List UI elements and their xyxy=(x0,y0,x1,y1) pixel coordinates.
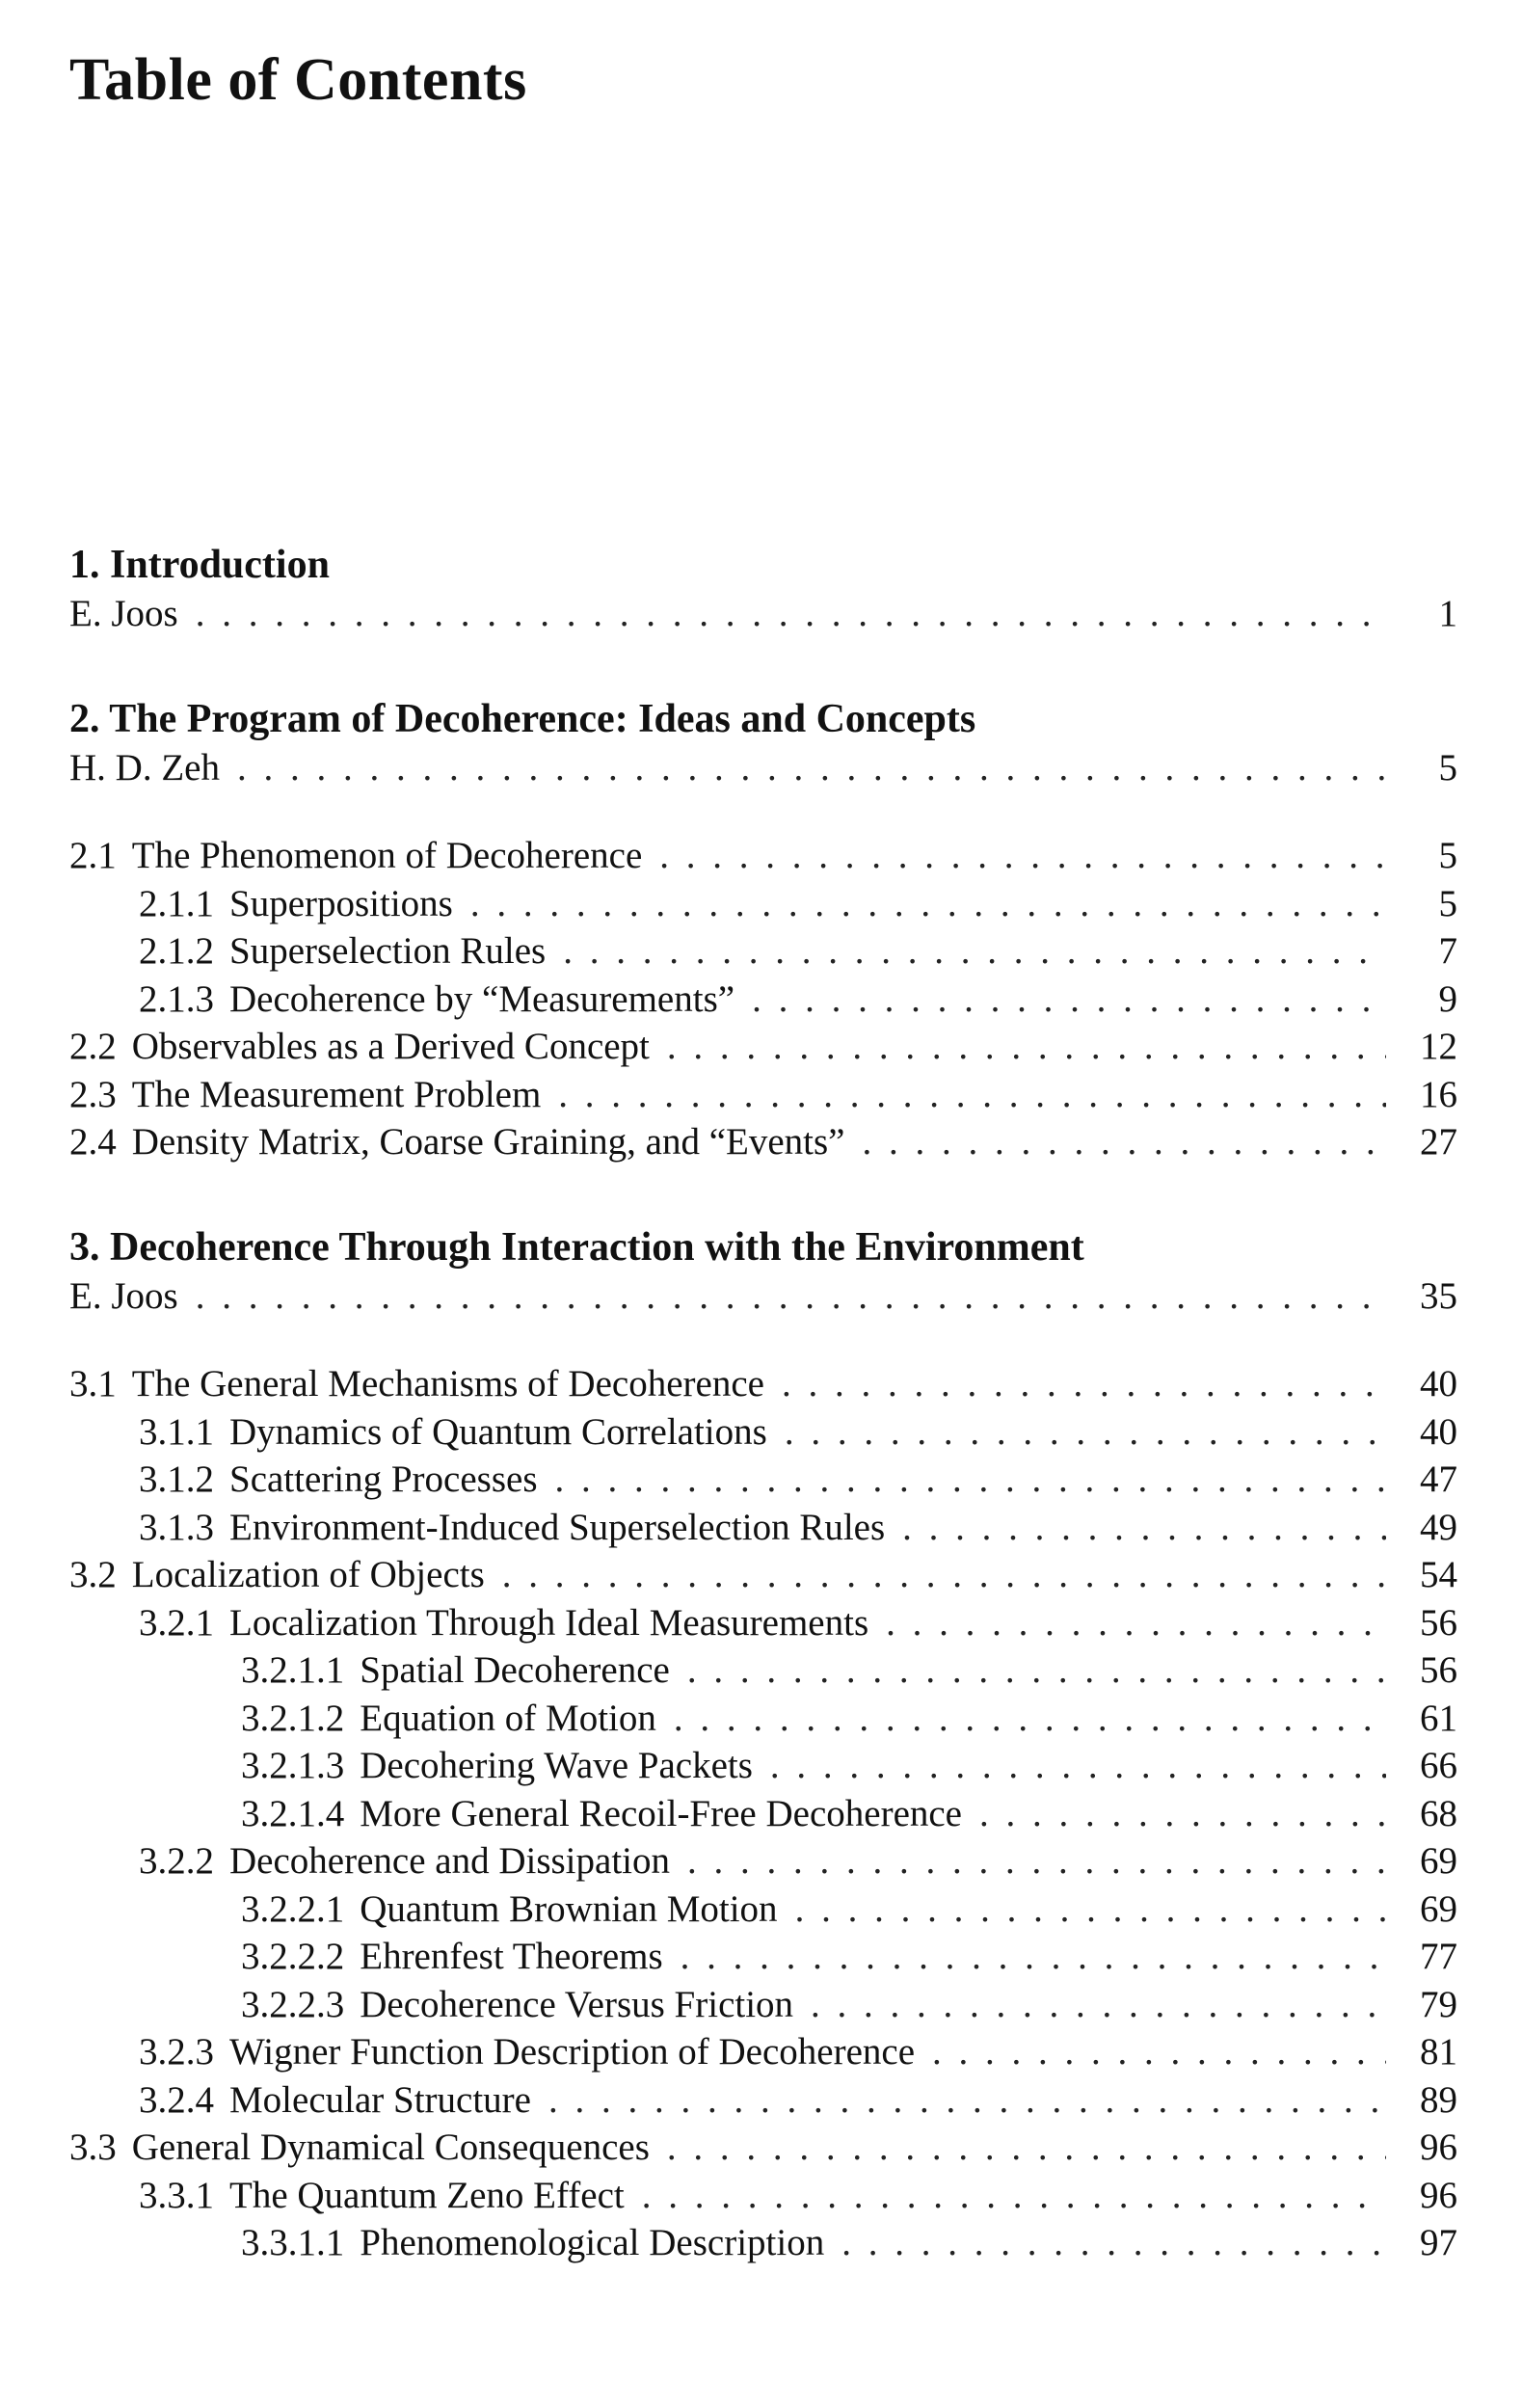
section-number: 3.1.3 xyxy=(139,1506,214,1548)
leader-dots xyxy=(237,744,1386,792)
section-number: 3.2.1.4 xyxy=(241,1792,345,1834)
section-number: 3.2.2.2 xyxy=(241,1936,345,1977)
section-number: 3.1.1 xyxy=(139,1410,214,1453)
section-number: 3.3 xyxy=(69,2127,117,2168)
page-number: 68 xyxy=(1420,1792,1457,1834)
toc-entry[interactable] xyxy=(69,1408,1457,1457)
page-number: 56 xyxy=(1420,1649,1457,1691)
toc-entry[interactable] xyxy=(69,2076,1457,2125)
leader-dots xyxy=(196,590,1386,638)
leader-dots xyxy=(563,927,1386,976)
section-number: 3.3.1.1 xyxy=(241,2222,345,2263)
chapter-author-row[interactable] xyxy=(69,590,1457,638)
toc-entry[interactable] xyxy=(69,976,1457,1024)
author-name: E. Joos xyxy=(69,1274,178,1317)
leader-dots xyxy=(862,1118,1386,1166)
section-number: 3.2.1.2 xyxy=(241,1697,345,1739)
author-name: H. D. Zeh xyxy=(69,746,220,789)
section-title: Decoherence by “Measurements” xyxy=(229,977,735,1020)
toc-entry[interactable] xyxy=(69,1981,1457,2029)
leader-dots xyxy=(886,1599,1386,1647)
toc-entry[interactable] xyxy=(69,1071,1457,1119)
toc-entry[interactable] xyxy=(69,1118,1457,1166)
leader-dots xyxy=(681,1933,1386,1981)
section-title: The General Mechanisms of Decoherence xyxy=(131,1363,764,1405)
toc-entry[interactable] xyxy=(69,1599,1457,1647)
page-number: 79 xyxy=(1420,1983,1457,2025)
author-name: E. Joos xyxy=(69,593,178,634)
section-title: Ehrenfest Theorems xyxy=(360,1936,663,1977)
section-title: Decohering Wave Packets xyxy=(360,1745,753,1786)
page-number: 5 xyxy=(1438,882,1457,924)
page-number: 69 xyxy=(1420,1840,1457,1882)
page-title: Table of Contents xyxy=(69,47,527,113)
section-number: 3.2.1.3 xyxy=(241,1745,345,1786)
section-title: Density Matrix, Coarse Graining, and “Events” xyxy=(131,1121,845,1163)
leader-dots xyxy=(687,1646,1386,1695)
section-title: Phenomenological Description xyxy=(360,2222,825,2263)
section-title: General Dynamical Consequences xyxy=(131,2127,650,2168)
section-number: 3.2.1 xyxy=(139,1601,214,1644)
section-number: 2.1.2 xyxy=(139,930,214,972)
toc-entry[interactable] xyxy=(69,880,1457,928)
section-title: Quantum Brownian Motion xyxy=(360,1887,778,1930)
section-number: 3.1 xyxy=(69,1363,117,1405)
leader-dots xyxy=(470,880,1386,928)
leader-dots xyxy=(667,2124,1386,2172)
leader-dots xyxy=(782,1360,1386,1408)
toc-entry[interactable] xyxy=(69,2124,1457,2172)
leader-dots xyxy=(979,1790,1386,1838)
table-of-contents xyxy=(69,540,1457,2323)
toc-entry[interactable] xyxy=(69,1933,1457,1981)
leader-dots xyxy=(196,1272,1386,1321)
section-title: Superselection Rules xyxy=(229,930,547,972)
chapter-author-row[interactable] xyxy=(69,1272,1457,1321)
section-number: 3.2.2 xyxy=(139,1840,214,1882)
page-number: 7 xyxy=(1438,930,1457,972)
page-number: 61 xyxy=(1420,1697,1457,1739)
section-title: Environment-Induced Superselection Rules xyxy=(229,1506,886,1548)
page-number: 69 xyxy=(1420,1887,1457,1930)
page-number: 54 xyxy=(1420,1554,1457,1595)
section-number: 3.2.1.1 xyxy=(241,1649,345,1691)
section-number: 2.1.1 xyxy=(139,882,214,924)
page-number: 16 xyxy=(1420,1073,1457,1115)
section-number: 3.2 xyxy=(69,1554,117,1595)
leader-dots xyxy=(667,1023,1386,1071)
leader-dots xyxy=(548,2076,1386,2125)
section-title: The Phenomenon of Decoherence xyxy=(131,835,643,876)
section-number: 3.2.2.3 xyxy=(241,1983,345,2025)
toc-entry[interactable] xyxy=(69,927,1457,976)
toc-entry[interactable] xyxy=(69,1456,1457,1504)
leader-dots xyxy=(902,1504,1386,1552)
page-number: 5 xyxy=(1438,746,1457,789)
section-number: 2.4 xyxy=(69,1121,117,1163)
toc-entry[interactable] xyxy=(69,1646,1457,1695)
leader-dots xyxy=(555,1456,1386,1504)
section-title: The Quantum Zeno Effect xyxy=(229,2174,625,2216)
section-title: Molecular Structure xyxy=(229,2078,531,2121)
section-number: 3.2.3 xyxy=(139,2031,214,2073)
section-title: Dynamics of Quantum Correlations xyxy=(229,1410,767,1453)
page-number: 40 xyxy=(1420,1363,1457,1405)
section-number: 3.1.2 xyxy=(139,1458,214,1500)
section-title: Superpositions xyxy=(229,882,453,924)
section-number: 2.1.3 xyxy=(139,977,214,1020)
leader-dots xyxy=(785,1408,1386,1457)
page-number: 27 xyxy=(1420,1121,1457,1163)
leader-dots xyxy=(770,1742,1386,1790)
toc-entry[interactable] xyxy=(69,1742,1457,1790)
section-number: 3.2.2.1 xyxy=(241,1887,345,1930)
section-number: 2.3 xyxy=(69,1073,117,1115)
toc-entry[interactable] xyxy=(69,1790,1457,1838)
leader-dots xyxy=(674,1695,1386,1743)
toc-entry[interactable] xyxy=(69,1837,1457,1886)
page-number: 89 xyxy=(1420,2078,1457,2121)
section-title: Wigner Function Description of Decoherence xyxy=(229,2031,916,2073)
section-title: Observables as a Derived Concept xyxy=(131,1026,650,1067)
toc-entry[interactable] xyxy=(69,2028,1457,2076)
page-number: 35 xyxy=(1420,1274,1457,1317)
page-number: 77 xyxy=(1420,1936,1457,1977)
chapter-title: 2. The Program of Decoherence: Ideas and Concepts xyxy=(69,696,976,741)
section-title: More General Recoil-Free Decoherence xyxy=(360,1792,962,1834)
leader-dots xyxy=(795,1886,1386,1934)
page-number: 96 xyxy=(1420,2174,1457,2216)
chapter-author-row[interactable] xyxy=(69,744,1457,792)
section-number: 3.3.1 xyxy=(139,2174,214,2216)
toc-entry[interactable] xyxy=(69,2219,1457,2267)
page-number: 1 xyxy=(1438,593,1457,634)
section-title: Scattering Processes xyxy=(229,1458,538,1500)
toc-entry[interactable] xyxy=(69,1504,1457,1552)
section-number: 3.2.4 xyxy=(139,2078,214,2121)
leader-dots xyxy=(841,2219,1386,2267)
page-number: 81 xyxy=(1420,2031,1457,2073)
section-title: Decoherence and Dissipation xyxy=(229,1840,670,1882)
page-number: 9 xyxy=(1438,977,1457,1020)
page-number: 12 xyxy=(1420,1026,1457,1067)
toc-entry[interactable] xyxy=(69,1886,1457,1934)
page-number: 49 xyxy=(1420,1506,1457,1548)
toc-entry[interactable] xyxy=(69,832,1457,880)
leader-dots xyxy=(687,1837,1386,1886)
section-title: Localization of Objects xyxy=(131,1554,485,1595)
toc-entry[interactable] xyxy=(69,1360,1457,1408)
chapter-2 xyxy=(69,694,1457,1166)
toc-entry[interactable] xyxy=(69,2172,1457,2220)
section-title: Decoherence Versus Friction xyxy=(360,1983,794,2025)
toc-entry[interactable] xyxy=(69,1551,1457,1599)
page-number: 40 xyxy=(1420,1410,1457,1453)
section-number: 2.2 xyxy=(69,1026,117,1067)
page-number: 56 xyxy=(1420,1601,1457,1644)
section-title: Equation of Motion xyxy=(360,1697,656,1739)
section-number: 2.1 xyxy=(69,835,117,876)
leader-dots xyxy=(558,1071,1386,1119)
toc-entry[interactable] xyxy=(69,1023,1457,1071)
leader-dots xyxy=(659,832,1386,880)
leader-dots xyxy=(752,976,1386,1024)
leader-dots xyxy=(811,1981,1386,2029)
section-title: The Measurement Problem xyxy=(131,1073,542,1115)
chapter-1 xyxy=(69,540,1457,638)
section-title: Spatial Decoherence xyxy=(360,1649,670,1691)
page-number: 47 xyxy=(1420,1458,1457,1500)
page-number: 96 xyxy=(1420,2127,1457,2168)
page-number: 97 xyxy=(1420,2222,1457,2263)
page-number: 5 xyxy=(1438,835,1457,876)
chapter-title: 1. Introduction xyxy=(69,543,330,587)
leader-dots xyxy=(642,2172,1386,2220)
leader-dots xyxy=(502,1551,1386,1599)
leader-dots xyxy=(932,2028,1386,2076)
chapter-3 xyxy=(69,1222,1457,2267)
toc-entry[interactable] xyxy=(69,1695,1457,1743)
chapter-title: 3. Decoherence Through Interaction with the Environment xyxy=(69,1224,1084,1270)
page-number: 66 xyxy=(1420,1745,1457,1786)
section-title: Localization Through Ideal Measurements xyxy=(229,1601,869,1644)
